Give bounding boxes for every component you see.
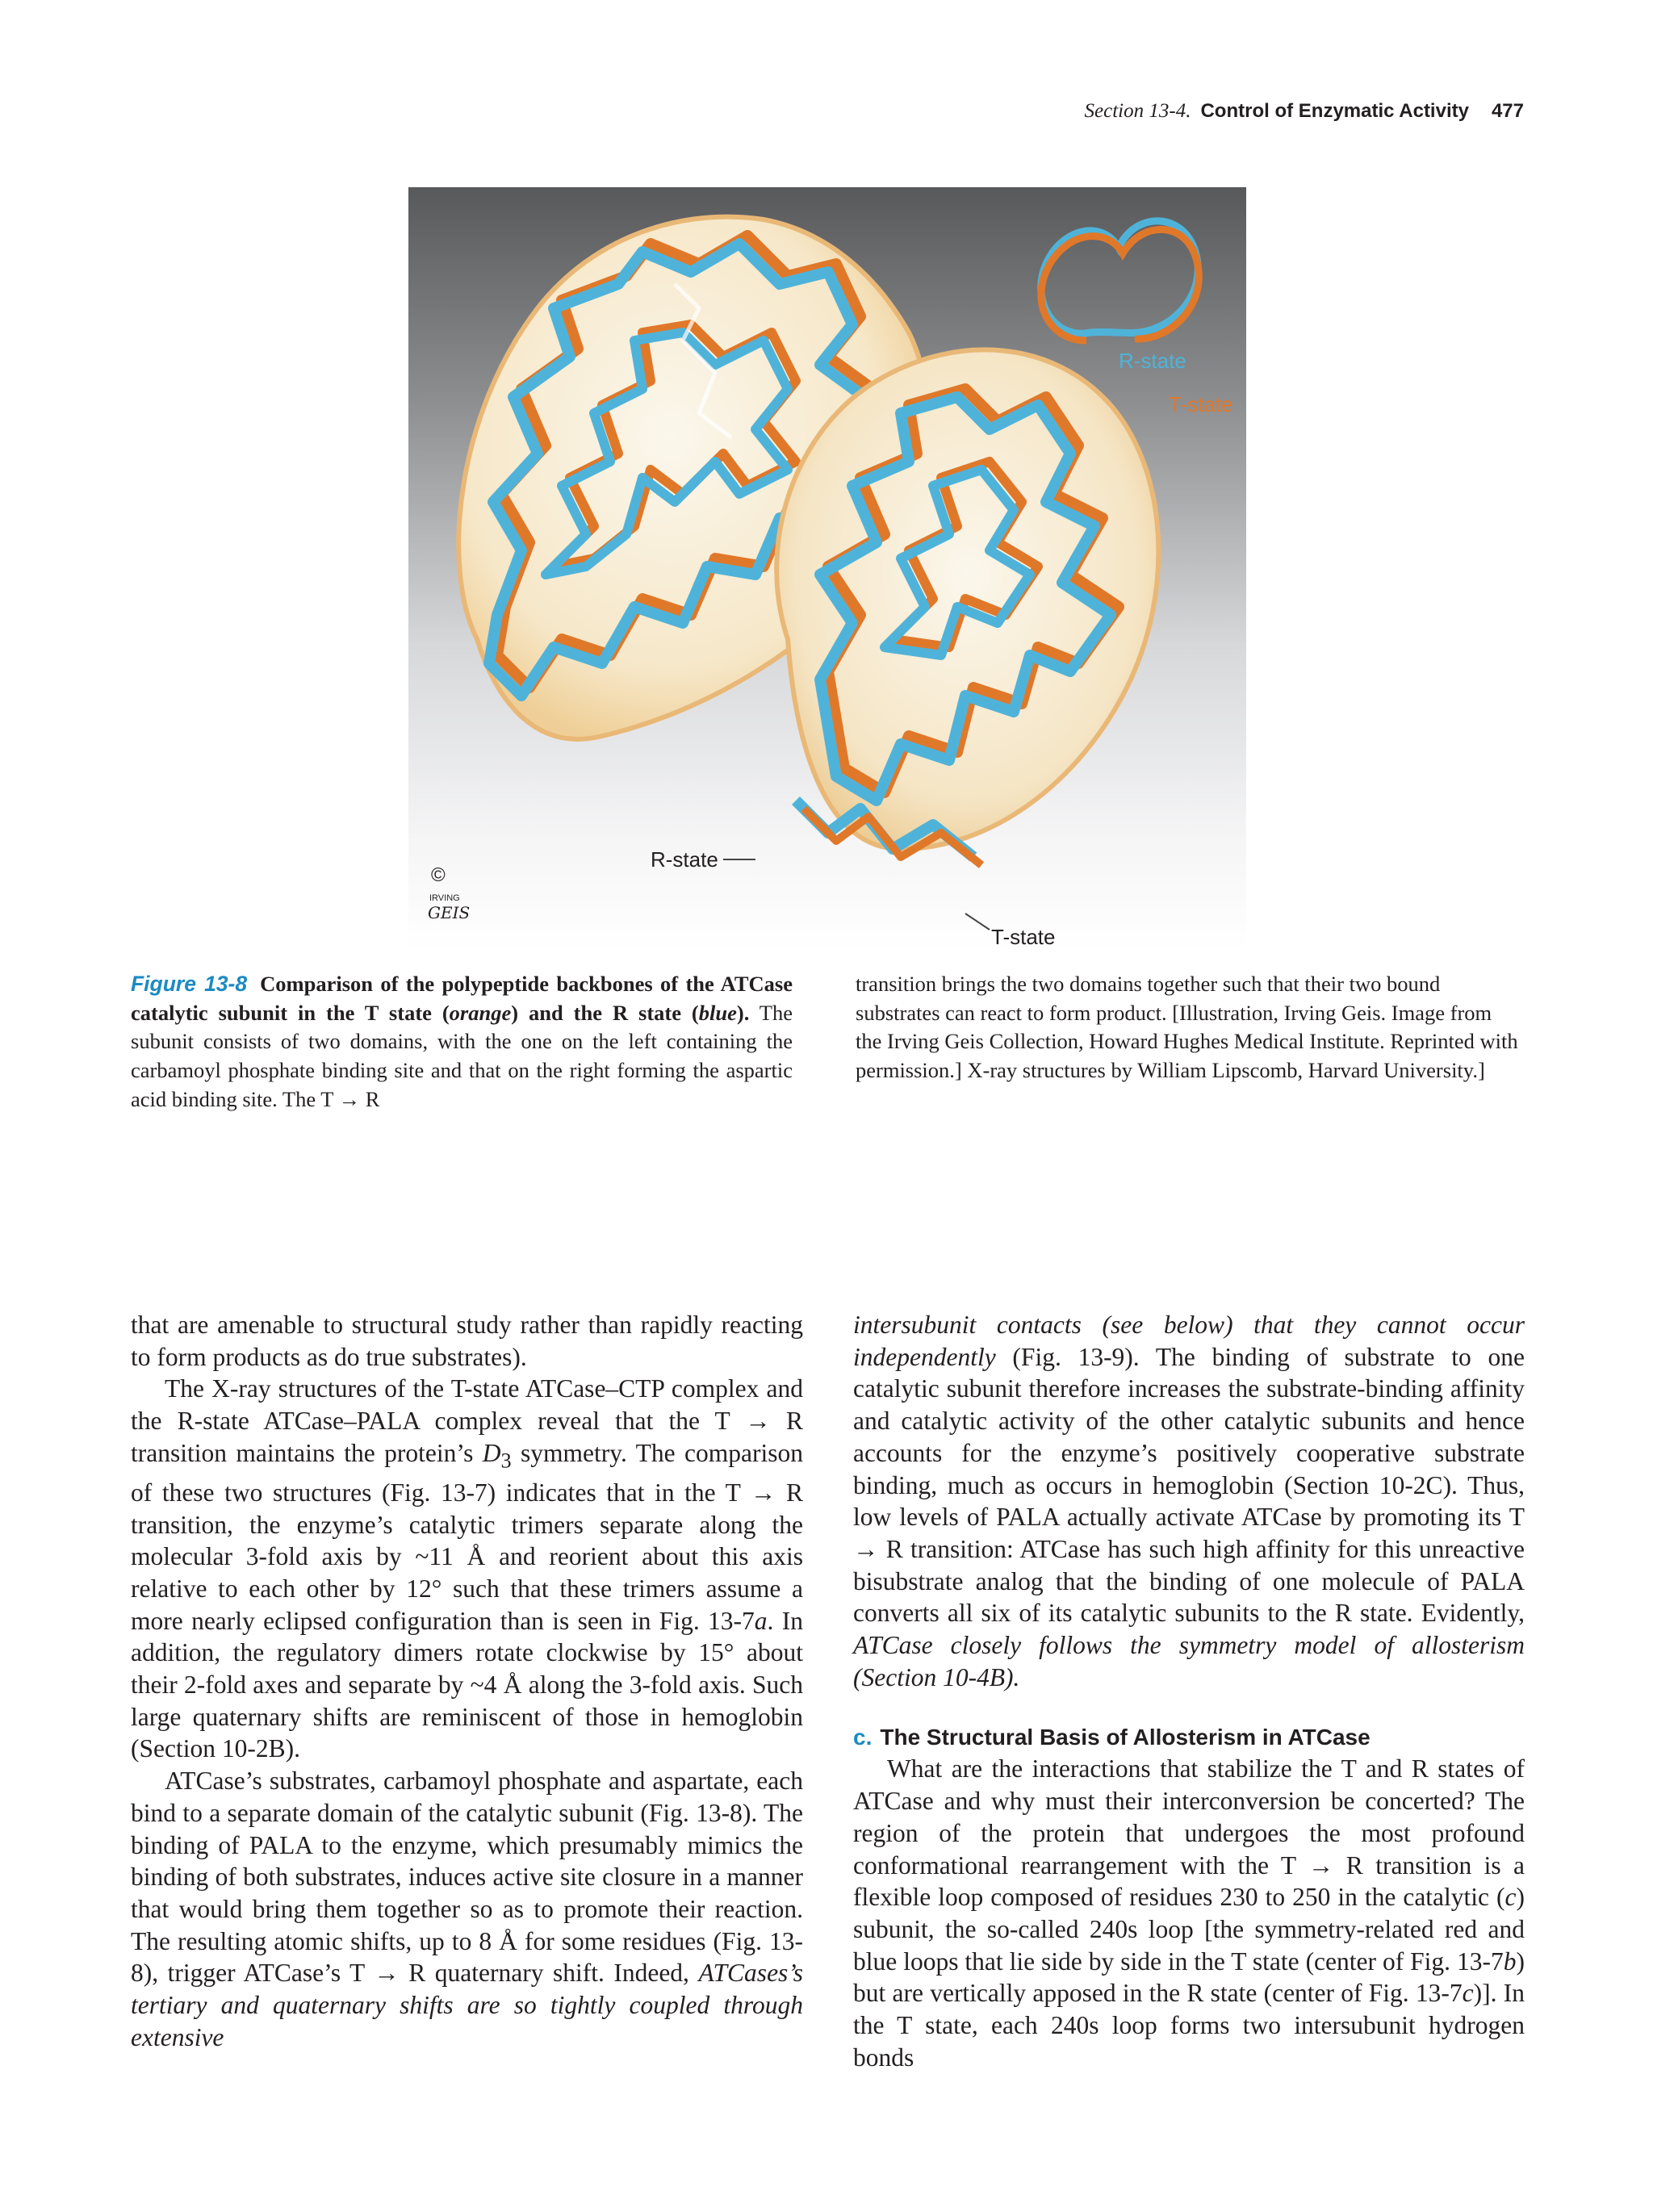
text-run: symmetry. The comparison of these two structures (Fig. 13-7) indicates that in the T → R transition, the enzyme’s catalytic trimers separate along the molecular 3-fold axis by ~11 Å and reorient about this axis relative to each other by 12° such that these trimers assume a more nearly eclipsed configuration than is seen in Fig. 13-7 [131,1438,804,1635]
text-run: (Fig. 13-9). The binding of substrate to one catalytic subunit therefore increases the substrate-binding affinity and catalytic activity of the other catalytic subunits and hence accounts for the enzyme’s positively cooperative substrate binding, much as occurs in hemoglobin (Section 10-2C). Thus, low levels of PALA actually activate ATCase by promoting its T → R transition: ATCase has such high affinity for this unreactive bisubstrate analog that the binding of one molecule of PALA converts all six of its catalytic subunits to the R state. Evidently, [853,1342,1525,1628]
italic-statement: ATCase closely follows the symmetry model of allosterism (Section 10-4B). [853,1631,1525,1691]
paragraph [853,1753,1525,2073]
text-run: What are the interactions that stabilize the T and R states of ATCase and why must their interconversion be concerted? The region of the protein that undergoes the most profound conformational rearrangement with the T → R transition is a flexible loop composed of residues 230 to 250 in the catalytic ( [853,1754,1525,1912]
caption-title-part: ) and the R state ( [511,1000,699,1025]
paragraph [131,1765,803,2053]
inset-r-state-label: R-state [1119,349,1186,373]
figure-panel-ref: c [1462,1979,1474,2008]
copyright-symbol: © [431,864,446,886]
caption-orange: orange [449,1000,512,1025]
text-run: )]. In the T state, each 240s loop forms two intersubunit hydrogen bonds [853,1979,1525,2072]
inset-t-state-label: T-state [1169,392,1233,416]
text-run: . In addition, the regulatory dimers rotate clockwise by 15° about their 2-fold axes and separate by ~4 Å along the 3-fold axis. Such large quaternary shifts are reminiscent of those in hemoglobin (Section 10-2B). [131,1606,803,1763]
paragraph [131,1373,803,1765]
header-title: Control of Enzymatic Activity [1200,100,1469,122]
figure-panel-ref: a [754,1606,768,1635]
caption-text-left: The subunit consists of two domains, with the one on the left containing the carbamoyl phosphate binding site and that on the right forming the aspartic acid binding site. The T → R [131,1000,793,1111]
atcase-backbone-illustration [408,187,1246,951]
paragraph: that are amenable to structural study rather than rapidly reacting to form products as do true substrates). [131,1311,803,1371]
t-state-callout: T-state [991,925,1056,949]
text-run: ATCase’s substrates, carbamoyl phosphate and aspartate, each bind to a separate domain of the catalytic subunit (Fig. 13-8). The binding of PALA to the enzyme, which presumably mimics the binding of both substrates, induces active site closure in a manner that would bring them together so as to promote their reaction. The resulting atomic shifts, up to 8 Å for some residues (Fig. 13-8), trigger ATCase’s T → R quaternary shift. Indeed, [131,1767,803,1988]
subunit-ref: c [1504,1883,1517,1912]
symmetry-subscript: 3 [500,1449,512,1473]
page-number: 477 [1491,100,1524,122]
text-run: ) subunit, the so-called 240s loop [the symmetry-related red and blue loops that lie side by side in the T state (center of Fig. 13-7 [853,1883,1525,1976]
figure-panel-ref: b [1503,1946,1517,1976]
italic-statement: ATCases’s tertiary and quaternary shifts are so tightly coupled through extensive [131,1959,803,2051]
italic-statement: intersubunit contacts (see below) that they cannot occur independently [853,1311,1525,1371]
symmetry-symbol: D [482,1438,501,1467]
figure-number: Figure 13-8 [131,972,248,996]
r-state-callout: R-state [651,847,718,872]
section-letter: c. [853,1725,873,1750]
figure-13-8 [408,187,1246,951]
section-title: The Structural Basis of Allosterism in ATCase [880,1725,1371,1750]
header-section: Section 13-4. [1084,100,1191,122]
signature-line1: IRVING [429,893,460,903]
caption-right: transition brings the two domains together such that their two bound substrates can react to form product. [Illustration, Irving Geis. Image from the Irving Geis Collection, Howard Hughes Medical Institute. Reprinted with permission.] X-ray structures by William Lipscomb, Harvard University.] [856,972,1518,1083]
text-run: ) but are vertically apposed in the R state (center of Fig. 13-7 [853,1946,1525,2008]
caption-title-part: Comparison of the polypeptide backbones of the ATCase catalytic subunit in the T state ( [131,972,793,1025]
caption-blue: blue [698,1000,737,1025]
caption-left [131,970,793,1114]
body-column-left [131,1309,803,2053]
section-heading [853,1722,1525,1753]
body-column-right [853,1309,1525,2073]
signature-line2: GEIS [428,903,471,922]
text-run: The X-ray structures of the T-state ATCase–CTP complex and the R-state ATCase–PALA complex reveal that the T → R transition maintains the protein’s [131,1374,803,1467]
paragraph [853,1309,1525,1693]
running-header [1085,100,1524,123]
caption-title-part: ). [736,1000,750,1025]
